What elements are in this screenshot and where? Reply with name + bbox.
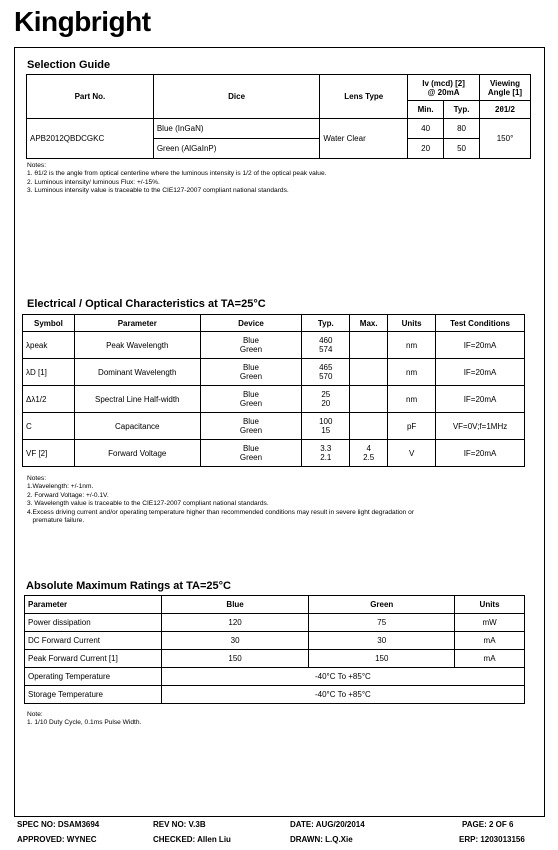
selection-guide-table [26, 74, 531, 159]
note-line: Note: [27, 711, 43, 718]
header-max: Max. [350, 315, 388, 332]
table-row [25, 614, 525, 632]
header-units: Units [388, 315, 436, 332]
company-logo: Kingbright [14, 6, 151, 37]
page-number: PAGE: 2 OF 6 [462, 820, 514, 829]
header-typ: Typ. [302, 315, 350, 332]
temperature-range: -40°C To +85°C [161, 686, 524, 704]
date: DATE: AUG/20/2014 [290, 820, 365, 829]
header-parameter: Parameter [74, 315, 200, 332]
header-min: Min. [408, 101, 444, 119]
note-line: 1. 1/10 Duty Cycle, 0.1ms Pulse Width. [27, 719, 142, 727]
note-line: 2. Forward Voltage: +/-0.1V. [27, 491, 109, 499]
header-lens-type: Lens Type [320, 75, 408, 119]
parameter: Forward Voltage [74, 440, 200, 467]
units: nm [388, 359, 436, 386]
test-condition: IF=20mA [436, 359, 525, 386]
max-value [350, 413, 388, 440]
blue-value: 120 [161, 614, 309, 632]
iv-min-blue: 40 [408, 119, 444, 139]
dice-green: Green (AlGaInP) [153, 139, 320, 159]
units: mW [455, 614, 525, 632]
header-viewing-angle: Viewing Angle [1] [480, 75, 531, 101]
units: mA [455, 632, 525, 650]
typ-value: 25 20 [302, 386, 350, 413]
note-line: 3. Luminous intensity value is traceable to the CIE127-2007 compliant national standards. [27, 187, 289, 195]
header-typ: Typ. [444, 101, 480, 119]
header-theta: 2θ1/2 [480, 101, 531, 119]
note-line: 1.Wavelength: +/-1nm. [27, 483, 94, 491]
header-green: Green [309, 596, 455, 614]
table-row [25, 650, 525, 668]
test-condition: IF=20mA [436, 332, 525, 359]
table-row [23, 440, 525, 467]
parameter: Capacitance [74, 413, 200, 440]
green-value: 150 [309, 650, 455, 668]
parameter: Peak Wavelength [74, 332, 200, 359]
units: V [388, 440, 436, 467]
header-iv: Iv (mcd) [2] @ 20mA [408, 75, 480, 101]
erp-number: ERP: 1203013156 [459, 835, 525, 844]
drawn-by: DRAWN: L.Q.Xie [290, 835, 353, 844]
note-line: 2. Luminous intensity/ luminous Flux: +/-15%. [27, 178, 160, 186]
table-row [25, 668, 525, 686]
parameter: DC Forward Current [25, 632, 162, 650]
iv-typ-green: 50 [444, 139, 480, 159]
table-row [23, 359, 525, 386]
max-value: 4 2.5 [350, 440, 388, 467]
note-line: 1. θ1/2 is the angle from optical centerline where the luminous intensity is 1/2 of the optical peak value. [27, 170, 327, 178]
electrical-title: Electrical / Optical Characteristics at TA=25°C [27, 298, 266, 310]
parameter: Peak Forward Current [1] [25, 650, 162, 668]
units: nm [388, 386, 436, 413]
header-parameter: Parameter [25, 596, 162, 614]
table-row [25, 632, 525, 650]
note-line: Notes: [27, 162, 47, 169]
header-units: Units [455, 596, 525, 614]
dice-blue: Blue (InGaN) [153, 119, 320, 139]
electrical-notes [27, 475, 414, 525]
typ-value: 465 570 [302, 359, 350, 386]
symbol: λpeak [23, 332, 75, 359]
rev-no: REV NO: V.3B [153, 820, 206, 829]
typ-value: 100 15 [302, 413, 350, 440]
units: nm [388, 332, 436, 359]
parameter: Dominant Wavelength [74, 359, 200, 386]
temperature-range: -40°C To +85°C [161, 668, 524, 686]
parameter: Storage Temperature [25, 686, 162, 704]
table-row [25, 686, 525, 704]
iv-typ-blue: 80 [444, 119, 480, 139]
header-device: Device [200, 315, 302, 332]
symbol: VF [2] [23, 440, 75, 467]
selection-notes [27, 162, 326, 196]
header-dice: Dice [153, 75, 320, 119]
header-symbol: Symbol [23, 315, 75, 332]
test-condition: IF=20mA [436, 440, 525, 467]
table-row [23, 386, 525, 413]
header-blue: Blue [161, 596, 309, 614]
viewing-angle-value: 150° [480, 119, 531, 159]
blue-value: 150 [161, 650, 309, 668]
green-value: 30 [309, 632, 455, 650]
test-condition: VF=0V;f=1MHz [436, 413, 525, 440]
device: Blue Green [200, 332, 302, 359]
iv-min-green: 20 [408, 139, 444, 159]
note-line: 4.Excess driving current and/or operating temperature higher than recommended conditions may result in severe light degradation or [27, 508, 415, 516]
absolute-ratings-table [24, 595, 525, 704]
spec-no: SPEC NO: DSAM3694 [17, 820, 100, 829]
parameter: Operating Temperature [25, 668, 162, 686]
symbol: λD [1] [23, 359, 75, 386]
typ-value: 460 574 [302, 332, 350, 359]
symbol: Δλ1/2 [23, 386, 75, 413]
note-line: Notes: [27, 475, 47, 482]
blue-value: 30 [161, 632, 309, 650]
parameter: Spectral Line Half-width [74, 386, 200, 413]
parameter: Power dissipation [25, 614, 162, 632]
note-line: premature failure. [27, 517, 85, 525]
device: Blue Green [200, 440, 302, 467]
units: mA [455, 650, 525, 668]
selection-guide-title: Selection Guide [27, 59, 111, 71]
max-value [350, 386, 388, 413]
lens-type: Water Clear [320, 119, 408, 159]
test-condition: IF=20mA [436, 386, 525, 413]
electrical-table [22, 314, 525, 467]
approved-by: APPROVED: WYNEC [17, 835, 97, 844]
device: Blue Green [200, 413, 302, 440]
note-line: 3. Wavelength value is traceable to the CIE127-2007 compliant national standards. [27, 500, 269, 508]
device: Blue Green [200, 386, 302, 413]
max-value [350, 359, 388, 386]
symbol: C [23, 413, 75, 440]
green-value: 75 [309, 614, 455, 632]
header-test-conditions: Test Conditions [436, 315, 525, 332]
checked-by: CHECKED: Allen Liu [153, 835, 231, 844]
part-number: APB2012QBDCGKC [27, 119, 154, 159]
absolute-ratings-title: Absolute Maximum Ratings at TA=25°C [26, 580, 231, 592]
absolute-notes [27, 711, 141, 728]
table-row [23, 332, 525, 359]
typ-value: 3.3 2.1 [302, 440, 350, 467]
device: Blue Green [200, 359, 302, 386]
table-row [23, 413, 525, 440]
header-part-no: Part No. [27, 75, 154, 119]
max-value [350, 332, 388, 359]
units: pF [388, 413, 436, 440]
